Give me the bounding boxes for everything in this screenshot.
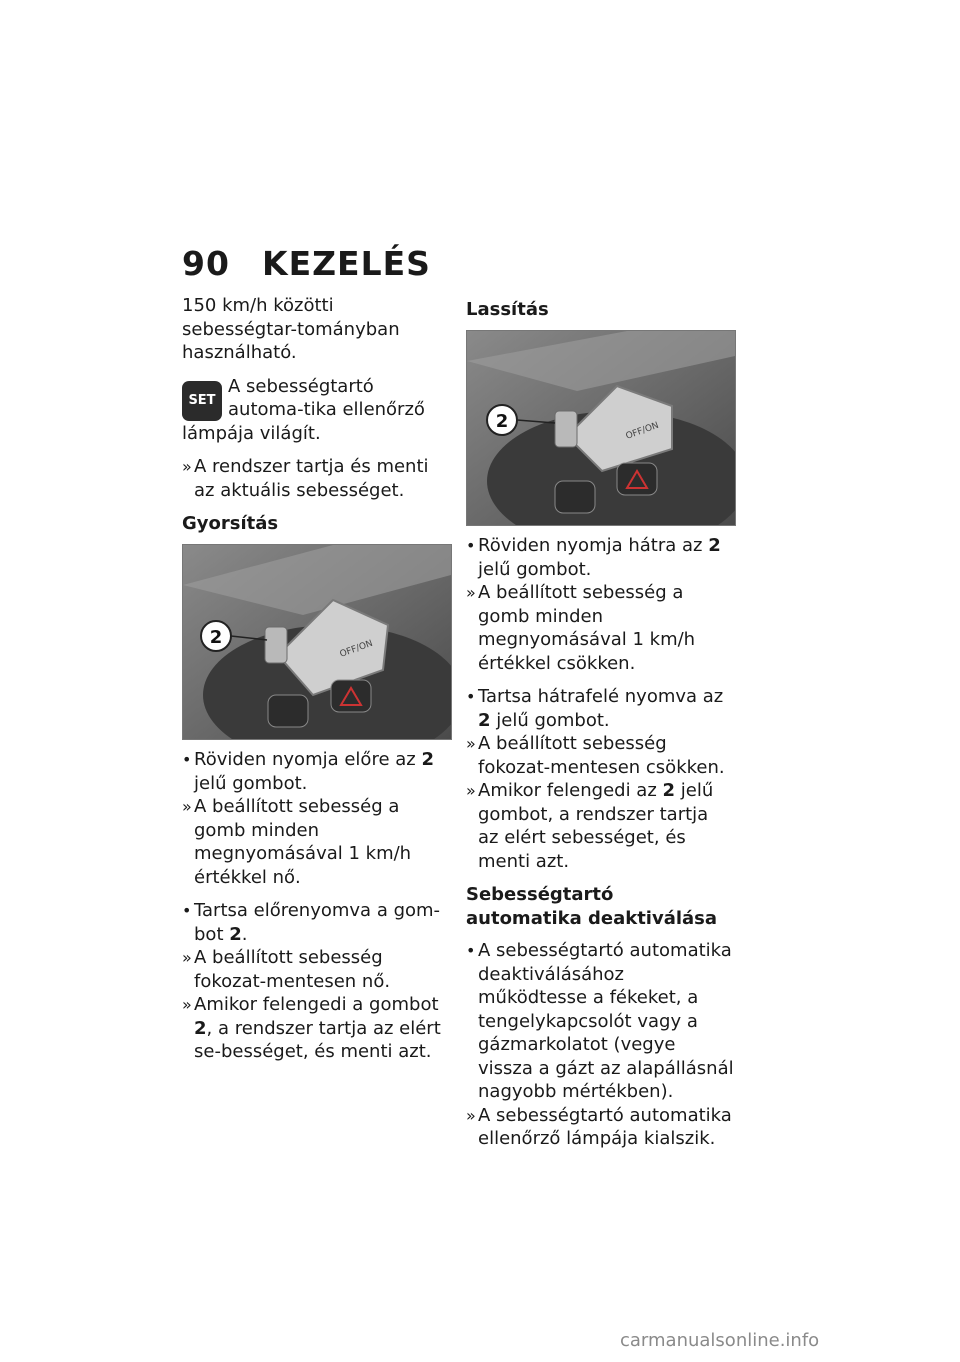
result-marker: » [466, 583, 476, 602]
left-column [182, 294, 450, 1064]
result-item: » A sebességtartó automatika ellenőrző lámpája kialszik. [466, 1104, 732, 1149]
switch-label: OFF/ON [338, 638, 375, 660]
bullet-marker: • [466, 687, 476, 706]
action-item: • Tartsa előrenyomva a gom-bot 2. [182, 900, 441, 945]
callout-number: 2 [495, 411, 509, 432]
result-item: » A beállított sebesség a gomb minden megnyomásával 1 km/h értékkel nő. [182, 796, 412, 888]
bullet-marker: • [466, 941, 476, 960]
watermark: carmanualsonline.info [620, 1330, 820, 1351]
set-note [182, 375, 450, 446]
page-header [182, 244, 431, 283]
result-marker: » [182, 457, 192, 476]
result-item: » A beállított sebesség a gomb minden megnyomásával 1 km/h értékkel csökken. [466, 582, 696, 674]
bullet-marker: • [466, 536, 476, 555]
result-marker: » [182, 995, 192, 1014]
bullet-marker: • [182, 901, 192, 920]
result-marker: » [182, 797, 192, 816]
intro-text: 150 km/h közötti sebességtar-tományban használható. [182, 295, 400, 363]
result-item: » A beállított sebesség fokozat-mentesen csökken. [466, 733, 725, 778]
result-item: » A rendszer tartja és menti az aktuális sebességet. [182, 456, 429, 501]
page-number: 90 [182, 244, 230, 283]
result-item: » Amikor felengedi a gombot 2, a rendszer tartja az elért se-bességet, és menti azt. [182, 994, 441, 1062]
result-marker: » [466, 781, 476, 800]
bullet-marker: • [182, 750, 192, 769]
result-marker: » [182, 948, 192, 967]
cruise-set-icon: SET [182, 381, 222, 421]
section-title: KEZELÉS [262, 244, 431, 283]
action-item: • A sebességtartó automatika deaktiválásához működtesse a fékeket, a tengelykapcsolót vagy a gázmarkolatot (vegye vissza a gázt az alapállásnál nagyobb mértékben). [466, 940, 734, 1102]
callout-number: 2 [209, 627, 223, 648]
result-item: » Amikor felengedi az 2 jelű gombot, a rendszer tartja az elért sebességet, és menti azt. [466, 780, 714, 872]
set-note-text: A sebességtartó automa-tika ellenőrző lámpája világít. [182, 375, 425, 444]
result-marker: » [466, 734, 476, 753]
heading-acceleration: Gyorsítás [182, 513, 279, 534]
handlebar-switch-figure-accelerate [182, 544, 452, 740]
result-marker: » [466, 1105, 476, 1125]
handlebar-switch-figure-decelerate [466, 330, 736, 526]
action-item: • Röviden nyomja hátra az 2 jelű gombot. [466, 535, 721, 580]
action-item: • Tartsa hátrafelé nyomva az 2 jelű gombot. [466, 686, 724, 731]
heading-deceleration: Lassítás [466, 299, 549, 320]
action-item: • Röviden nyomja előre az 2 jelű gombot. [182, 749, 434, 794]
result-item: » A beállított sebesség fokozat-mentesen nő. [182, 947, 391, 992]
heading-deactivation: Sebességtartó automatika deaktiválása [466, 884, 718, 929]
right-column [466, 294, 734, 1151]
switch-label: OFF/ON [624, 420, 661, 442]
